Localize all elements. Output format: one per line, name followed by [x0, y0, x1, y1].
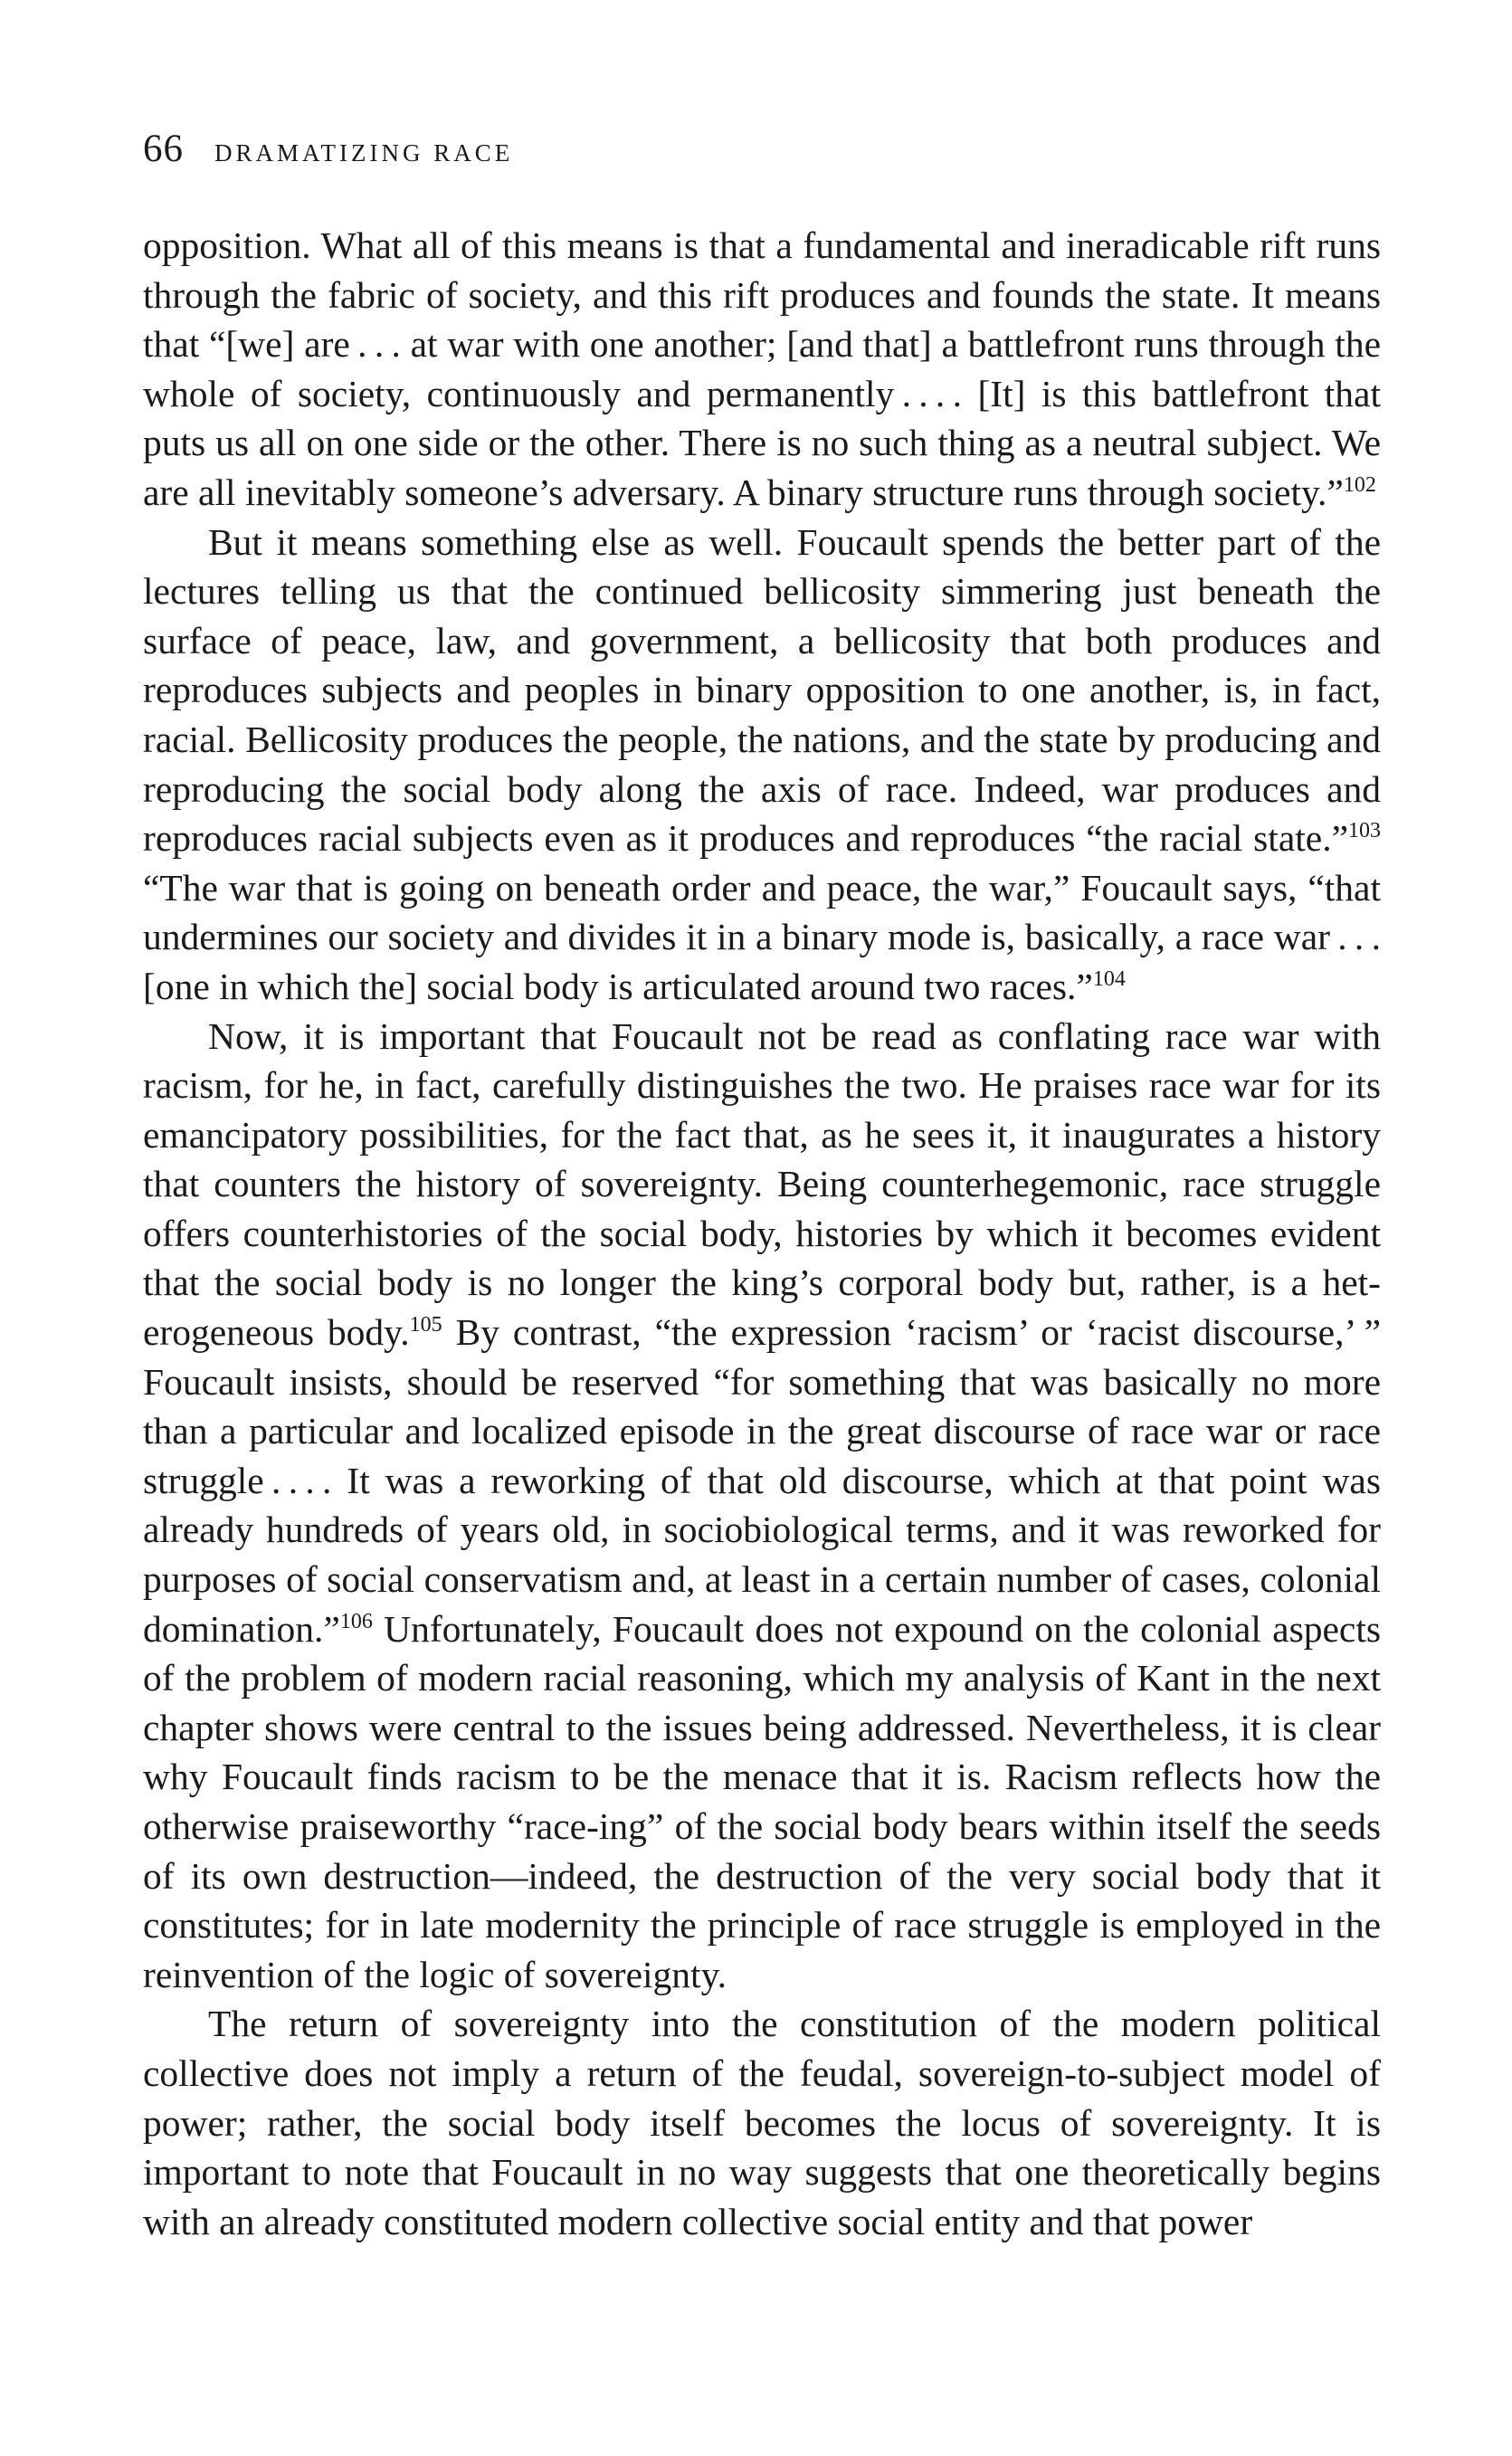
paragraph — [143, 1999, 1381, 2246]
paragraph-text: “The war that is going on beneath order and peace, the war,” Foucault says, “that undermines our society and divides it in a binary mode is, basically, a race war . . . [one in which the] social body is articulated around two races.” — [143, 866, 1381, 1007]
footnote-ref: 102 — [1343, 472, 1376, 497]
paragraph — [143, 221, 1381, 518]
paragraph-text: Now, it is important that Foucault not be read as conflating race war with racism, for he, in fact, carefully distinguishes the two. He praises race war for its emancipatory possibilities, for the fact that, as he sees it, it inaugurates a history that counters the history of sovereignty. Being counterhegemonic, race struggle offers counterhistories of the social body, histories by which it becomes evident that the social body is no longer the king’s corporal body but, rather, is a heterogeneous body. — [143, 1014, 1381, 1354]
paragraph-text: opposition. What all of this means is that a fundamental and ineradicable rift runs through the fabric of society, and this rift produces and founds the state. It means that “[we] are . . . at war with one another; [and that] a battlefront runs through the whole of society, continuously and permanently . . . . [It] is this battlefront that puts us all on one side or the other. There is no such thing as a neutral subject. We are all inevitably someone’s adversary. A binary structure runs through society.” — [143, 224, 1381, 513]
paragraph-text: Unfortunately, Foucault does not expound on the colonial aspects of the problem of modern racial reasoning, which my analysis of Kant in the next chapter shows were central to the issues being addressed. Nevertheless, it is clear why Foucault finds racism to be the menace that it is. Racism reflects how the otherwise praiseworthy “race-ing” of the social body bears within itself the seeds of its own destruction—indeed, the destruction of the very social body that it constitutes; for in late modernity the principle of race struggle is employed in the reinvention of the logic of sovereignty. — [143, 1607, 1381, 1995]
running-head — [143, 127, 1374, 181]
paragraph-text: By contrast, “the expression ‘racism’ or ‘racist discourse,’ ” Foucault insists, should be reserved “for something that was basically no more than a particular and localized episode in the great discourse of race war or race struggle . . . . It was a reworking of that old discourse, which at that point was already hundreds of years old, in sociobiological terms, and it was reworked for purposes of social conservatism and, at least in a certain number of cases, colonial domination.” — [143, 1311, 1381, 1650]
paragraph — [143, 518, 1381, 1012]
footnote-ref: 103 — [1348, 819, 1381, 843]
body-text — [143, 221, 1381, 2246]
page-number: 66 — [143, 128, 184, 170]
footnote-ref: 105 — [409, 1313, 442, 1337]
running-title: DRAMATIZING RACE — [214, 139, 514, 167]
footnote-ref: 106 — [339, 1609, 373, 1633]
paragraph-text: But it means something else as well. Foucault spends the better part of the lectures telling us that the continued bellicosity simmering just beneath the surface of peace, law, and government, a bellicosity that both produces and reproduces subjects and peoples in binary opposition to one another, is, in fact, racial. Bellicosity produces the people, the nations, and the state by producing and reproducing the social body along the axis of race. Indeed, war produces and reproduces racial subjects even as it produces and reproduces “the racial state.” — [143, 520, 1381, 860]
paragraph-text: The return of sovereignty into the constitution of the modern political collective does not imply a return of the feudal, sovereign-to-subject model of power; rather, the social body itself becomes the locus of sovereignty. It is important to note that Foucault in no way suggests that one theoretically begins with an already constituted modern collective social entity and that power — [143, 2003, 1381, 2242]
footnote-ref: 104 — [1092, 966, 1126, 991]
paragraph — [143, 1012, 1381, 2000]
